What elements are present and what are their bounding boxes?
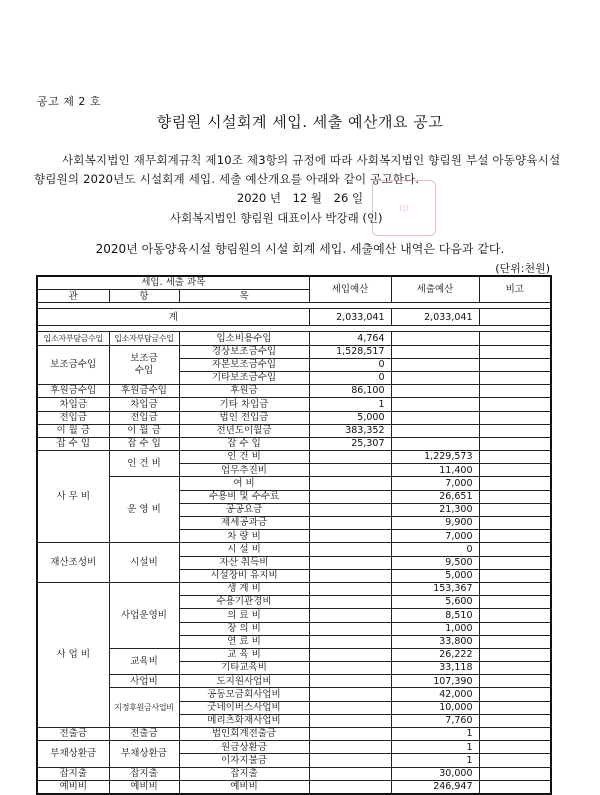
expense-cell bbox=[391, 371, 479, 384]
hang-cell-unyeongbi: 운 영 비 bbox=[109, 477, 179, 543]
date-day: 26 일 bbox=[333, 191, 364, 205]
mok-cell: 잡지출 bbox=[179, 767, 309, 780]
revenue-cell bbox=[309, 767, 391, 780]
hang-cell: 이 월 금 bbox=[109, 424, 179, 437]
expense-cell: 42,000 bbox=[391, 688, 479, 701]
expense-cell: 7,760 bbox=[391, 714, 479, 727]
table-row bbox=[37, 424, 551, 437]
table-row bbox=[37, 411, 551, 424]
revenue-cell bbox=[309, 780, 391, 794]
mok-cell: 제세공과금 bbox=[179, 517, 309, 530]
revenue-cell bbox=[309, 451, 391, 464]
hang-cell: 입소자부담금수입 bbox=[109, 332, 179, 345]
hang-cell-japji: 잡지출 bbox=[109, 767, 179, 780]
table-row bbox=[37, 437, 551, 450]
note-cell bbox=[479, 464, 551, 477]
revenue-cell: 1,528,517 bbox=[309, 345, 391, 358]
expense-cell: 153,367 bbox=[391, 582, 479, 595]
mok-cell: 후원금 bbox=[179, 385, 309, 398]
expense-cell: 7,000 bbox=[391, 530, 479, 543]
expense-cell: 246,947 bbox=[391, 780, 479, 794]
expense-cell: 0 bbox=[391, 543, 479, 556]
expense-cell bbox=[391, 358, 479, 371]
mok-cell: 의 료 비 bbox=[179, 609, 309, 622]
revenue-header: 세입예산 bbox=[309, 276, 391, 303]
table-row bbox=[37, 345, 551, 358]
expense-cell bbox=[391, 345, 479, 358]
mok-cell: 기타보조금수입 bbox=[179, 371, 309, 384]
expense-cell: 5,600 bbox=[391, 596, 479, 609]
expense-cell: 33,118 bbox=[391, 662, 479, 675]
gwan-cell: 입소자부담금수입 bbox=[37, 332, 109, 345]
note-cell bbox=[479, 358, 551, 371]
mok-cell: 수용비 및 수수료 bbox=[179, 490, 309, 503]
revenue-cell bbox=[309, 728, 391, 741]
mok-cell: 법인 전입금 bbox=[179, 411, 309, 424]
revenue-cell: 383,352 bbox=[309, 424, 391, 437]
note-cell bbox=[479, 424, 551, 437]
table-row bbox=[37, 741, 551, 754]
revenue-cell bbox=[309, 543, 391, 556]
total-row bbox=[37, 309, 551, 326]
total-revenue: 2,033,041 bbox=[309, 309, 391, 326]
note-cell bbox=[479, 675, 551, 688]
gwan-cell-jaesan: 재산조성비 bbox=[37, 543, 109, 583]
hang-cell-saeopunyeong: 사업운영비 bbox=[109, 582, 179, 648]
note-cell bbox=[479, 622, 551, 635]
mok-cell: 원금상환금 bbox=[179, 741, 309, 754]
mok-cell: 시설장비 유지비 bbox=[179, 569, 309, 582]
table-row bbox=[37, 688, 551, 701]
revenue-cell bbox=[309, 675, 391, 688]
note-cell bbox=[479, 503, 551, 516]
revenue-cell bbox=[309, 741, 391, 754]
mok-cell: 예비비 bbox=[179, 780, 309, 794]
note-cell bbox=[479, 556, 551, 569]
note-cell bbox=[479, 345, 551, 358]
hang-cell-jijeong: 지정후원금사업비 bbox=[109, 688, 179, 728]
expense-cell: 30,000 bbox=[391, 767, 479, 780]
expense-cell bbox=[391, 398, 479, 411]
note-cell bbox=[479, 385, 551, 398]
note-cell bbox=[479, 569, 551, 582]
expense-cell: 10,000 bbox=[391, 701, 479, 714]
budget-subtitle: 2020년 아동양육시설 향림원의 시설 회계 세입. 세출예산 내역은 다음과 같다. bbox=[95, 242, 505, 256]
note-cell bbox=[479, 754, 551, 767]
revenue-cell bbox=[309, 635, 391, 648]
hang-cell: 잡 수 입 bbox=[109, 437, 179, 450]
expense-cell bbox=[391, 385, 479, 398]
table-row bbox=[37, 398, 551, 411]
gwan-cell: 잡 수 입 bbox=[37, 437, 109, 450]
revenue-cell bbox=[309, 464, 391, 477]
revenue-cell bbox=[309, 503, 391, 516]
gwan-cell: 보조금수입 bbox=[37, 345, 109, 385]
mok-cell: 업무추진비 bbox=[179, 464, 309, 477]
revenue-cell bbox=[309, 609, 391, 622]
header-row-1 bbox=[37, 276, 551, 290]
table-row bbox=[37, 543, 551, 556]
expense-cell: 1,000 bbox=[391, 622, 479, 635]
revenue-cell bbox=[309, 596, 391, 609]
mok-cell: 이자지불금 bbox=[179, 754, 309, 767]
hang-cell: 전입금 bbox=[109, 411, 179, 424]
note-cell bbox=[479, 701, 551, 714]
table-row bbox=[37, 648, 551, 661]
revenue-cell bbox=[309, 754, 391, 767]
revenue-cell: 5,000 bbox=[309, 411, 391, 424]
gwan-cell: 전입금 bbox=[37, 411, 109, 424]
mok-cell: 시 설 비 bbox=[179, 543, 309, 556]
gwan-cell: 이 월 금 bbox=[37, 424, 109, 437]
note-cell bbox=[479, 437, 551, 450]
gwan-cell: 차입금 bbox=[37, 398, 109, 411]
note-cell bbox=[479, 635, 551, 648]
table-row bbox=[37, 780, 551, 794]
note-cell bbox=[479, 741, 551, 754]
note-cell bbox=[479, 582, 551, 595]
mok-cell: 여 비 bbox=[179, 477, 309, 490]
expense-cell: 26,651 bbox=[391, 490, 479, 503]
expense-cell: 33,800 bbox=[391, 635, 479, 648]
mok-cell: 공공요금 bbox=[179, 503, 309, 516]
hang-cell-yebi: 예비비 bbox=[109, 780, 179, 794]
mok-cell: 공동모금회사업비 bbox=[179, 688, 309, 701]
note-cell bbox=[479, 662, 551, 675]
note-cell bbox=[479, 543, 551, 556]
note-header: 비고 bbox=[479, 276, 551, 303]
announcement-number: 공고 제 2 호 bbox=[37, 95, 101, 108]
expense-cell: 107,390 bbox=[391, 675, 479, 688]
mok-cell: 자본보조금수입 bbox=[179, 358, 309, 371]
revenue-cell bbox=[309, 490, 391, 503]
expense-cell: 1 bbox=[391, 754, 479, 767]
total-note bbox=[479, 309, 551, 326]
note-cell bbox=[479, 780, 551, 794]
note-cell bbox=[479, 728, 551, 741]
table-row bbox=[37, 451, 551, 464]
note-cell bbox=[479, 371, 551, 384]
mok-cell: 메리츠화재사업비 bbox=[179, 714, 309, 727]
expense-cell: 5,000 bbox=[391, 569, 479, 582]
mok-cell: 법인회계전출금 bbox=[179, 728, 309, 741]
mok-cell: 생 계 비 bbox=[179, 582, 309, 595]
revenue-cell: 0 bbox=[309, 358, 391, 371]
revenue-cell bbox=[309, 530, 391, 543]
revenue-cell bbox=[309, 648, 391, 661]
total-label: 계 bbox=[37, 309, 309, 326]
expense-cell bbox=[391, 424, 479, 437]
mok-cell: 수용기관경비 bbox=[179, 596, 309, 609]
mok-cell: 교 육 비 bbox=[179, 648, 309, 661]
note-cell bbox=[479, 490, 551, 503]
expense-cell: 8,510 bbox=[391, 609, 479, 622]
mok-cell: 입소비용수입 bbox=[179, 332, 309, 345]
hang-cell-gyoyukbi: 교육비 bbox=[109, 648, 179, 674]
revenue-cell bbox=[309, 622, 391, 635]
intro-paragraph: 사회복지법인 재무회계규칙 제10조 제3항의 규정에 따라 사회복지법인 향림원 부설 아동양육시설 향림원의 2020년도 시설회계 세입. 세출 예산개요를 아래와 같이 공고한다. bbox=[34, 153, 561, 186]
mok-cell: 잡 수 입 bbox=[179, 437, 309, 450]
note-cell bbox=[479, 332, 551, 345]
expense-cell: 1 bbox=[391, 741, 479, 754]
hang-cell: 차입금 bbox=[109, 398, 179, 411]
revenue-cell: 86,100 bbox=[309, 385, 391, 398]
note-cell bbox=[479, 714, 551, 727]
note-cell bbox=[479, 530, 551, 543]
table-row bbox=[37, 675, 551, 688]
expense-cell: 9,500 bbox=[391, 556, 479, 569]
mok-cell: 장 의 비 bbox=[179, 622, 309, 635]
expense-cell bbox=[391, 437, 479, 450]
revenue-cell: 1 bbox=[309, 398, 391, 411]
expense-cell bbox=[391, 332, 479, 345]
revenue-cell bbox=[309, 477, 391, 490]
signer-line: 사회복지법인 향림원 대표이사 박강래 (인) bbox=[170, 211, 383, 225]
table-row bbox=[37, 332, 551, 345]
announcement-date bbox=[0, 190, 600, 206]
note-cell bbox=[479, 517, 551, 530]
note-cell bbox=[479, 648, 551, 661]
revenue-cell bbox=[309, 556, 391, 569]
expense-cell: 11,400 bbox=[391, 464, 479, 477]
expense-cell: 26,222 bbox=[391, 648, 479, 661]
revenue-cell bbox=[309, 701, 391, 714]
table-row bbox=[37, 767, 551, 780]
hang-header: 항 bbox=[109, 290, 179, 303]
mok-cell: 인 건 비 bbox=[179, 451, 309, 464]
category-header: 세입. 세출 과목 bbox=[37, 276, 309, 290]
mok-cell: 도지원사업비 bbox=[179, 675, 309, 688]
hang-cell-saeopbi2: 사업비 bbox=[109, 675, 179, 688]
hang-cell: 보조금 수입 bbox=[109, 345, 179, 385]
expense-header: 세출예산 bbox=[391, 276, 479, 303]
table-row bbox=[37, 477, 551, 490]
gwan-cell-japji: 잡지출 bbox=[37, 767, 109, 780]
official-seal-stamp: 印 bbox=[372, 180, 436, 236]
hang-cell-buchae: 부채상환금 bbox=[109, 741, 179, 767]
note-cell bbox=[479, 451, 551, 464]
gwan-cell-jeonchul: 전출금 bbox=[37, 728, 109, 741]
note-cell bbox=[479, 688, 551, 701]
hang-cell-jeonchul: 전출금 bbox=[109, 728, 179, 741]
note-cell bbox=[479, 596, 551, 609]
mok-cell: 경상보조금수입 bbox=[179, 345, 309, 358]
budget-table bbox=[36, 275, 552, 795]
revenue-cell bbox=[309, 517, 391, 530]
revenue-cell bbox=[309, 569, 391, 582]
mok-header: 목 bbox=[179, 290, 309, 303]
revenue-cell bbox=[309, 714, 391, 727]
note-cell bbox=[479, 398, 551, 411]
mok-cell: 기타교육비 bbox=[179, 662, 309, 675]
total-expense: 2,033,041 bbox=[391, 309, 479, 326]
mok-cell: 자산 취득비 bbox=[179, 556, 309, 569]
expense-cell: 1 bbox=[391, 728, 479, 741]
mok-cell: 전년도이월금 bbox=[179, 424, 309, 437]
document-title: 향림원 시설회계 세입. 세출 예산개요 공고 bbox=[156, 113, 444, 131]
table-row bbox=[37, 385, 551, 398]
gwan-cell-buchae: 부채상환금 bbox=[37, 741, 109, 767]
mok-cell: 기타 차입금 bbox=[179, 398, 309, 411]
gwan-cell-saeopbi: 사 업 비 bbox=[37, 582, 109, 727]
expense-cell: 9,900 bbox=[391, 517, 479, 530]
gwan-cell-yebi: 예비비 bbox=[37, 780, 109, 794]
table-row bbox=[37, 582, 551, 595]
note-cell bbox=[479, 767, 551, 780]
revenue-cell bbox=[309, 582, 391, 595]
expense-cell: 7,000 bbox=[391, 477, 479, 490]
unit-label: (단위:천원) bbox=[495, 262, 550, 275]
expense-cell bbox=[391, 411, 479, 424]
hang-cell-ingeonbi: 인 건 비 bbox=[109, 451, 179, 477]
hang-cell: 후원금수입 bbox=[109, 385, 179, 398]
note-cell bbox=[479, 411, 551, 424]
date-month: 12 월 bbox=[292, 191, 323, 205]
hang-cell-siseolbi: 시설비 bbox=[109, 543, 179, 583]
gwan-cell-samubi: 사 무 비 bbox=[37, 451, 109, 543]
date-year: 2020 년 bbox=[236, 191, 281, 205]
gwan-cell: 후원금수입 bbox=[37, 385, 109, 398]
revenue-cell: 0 bbox=[309, 371, 391, 384]
note-cell bbox=[479, 477, 551, 490]
expense-cell: 21,300 bbox=[391, 503, 479, 516]
revenue-cell: 25,307 bbox=[309, 437, 391, 450]
table-row bbox=[37, 728, 551, 741]
mok-cell: 굿네이버스사업비 bbox=[179, 701, 309, 714]
mok-cell: 연 료 비 bbox=[179, 635, 309, 648]
expense-cell: 1,229,573 bbox=[391, 451, 479, 464]
revenue-cell: 4,764 bbox=[309, 332, 391, 345]
note-cell bbox=[479, 609, 551, 622]
revenue-cell bbox=[309, 662, 391, 675]
revenue-cell bbox=[309, 688, 391, 701]
gwan-header: 관 bbox=[37, 290, 109, 303]
mok-cell: 차 량 비 bbox=[179, 530, 309, 543]
